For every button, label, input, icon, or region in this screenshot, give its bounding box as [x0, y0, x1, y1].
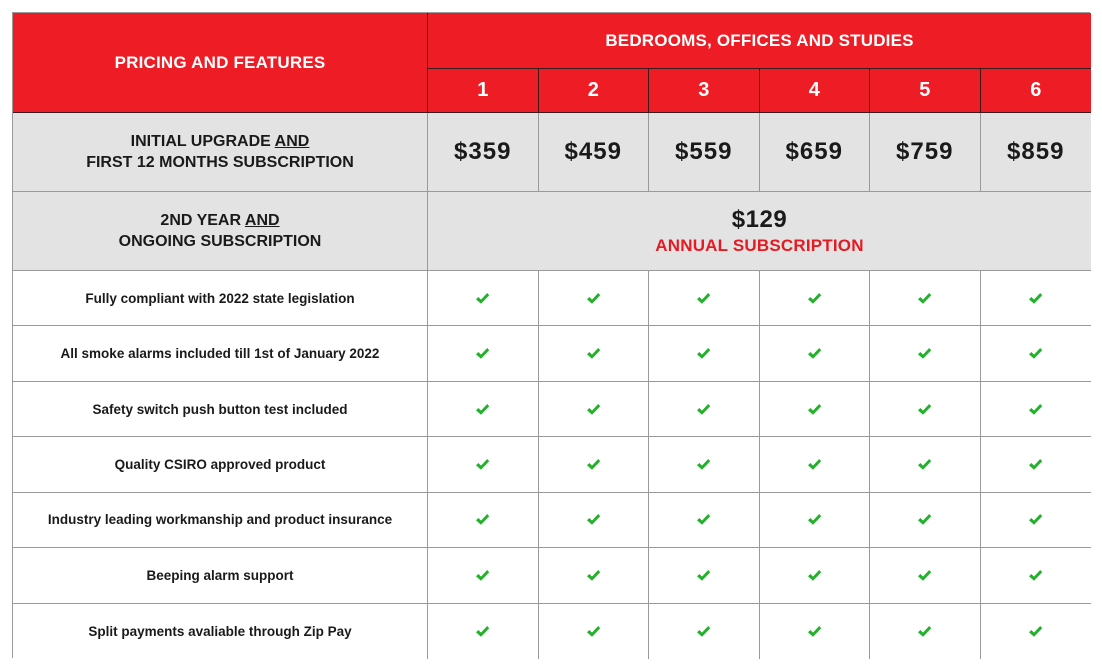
feature-check-cell — [539, 493, 650, 548]
feature-check-cell — [539, 326, 650, 381]
feature-check-cell — [870, 271, 981, 326]
ongoing-label-and: AND — [244, 212, 280, 229]
checkmark-icon — [475, 513, 490, 526]
checkmark-icon — [475, 292, 490, 305]
feature-check-cell — [649, 548, 760, 603]
checkmark-icon — [917, 292, 932, 305]
feature-check-cell — [870, 382, 981, 437]
checkmark-icon — [917, 403, 932, 416]
feature-check-cell — [428, 326, 539, 381]
feature-check-cell — [649, 437, 760, 492]
ongoing-label-line1 — [160, 210, 279, 231]
feature-check-cell — [981, 604, 1092, 659]
checkmark-icon — [807, 292, 822, 305]
checkmark-icon — [1028, 403, 1043, 416]
checkmark-icon — [917, 625, 932, 638]
feature-check-cell — [981, 271, 1092, 326]
column-header-4: 4 — [760, 69, 871, 113]
annual-subscription-price: $129 — [731, 206, 788, 233]
price-cell-4: $659 — [760, 113, 871, 192]
checkmark-icon — [1028, 292, 1043, 305]
checkmark-icon — [586, 458, 601, 471]
checkmark-icon — [807, 569, 822, 582]
feature-label: Quality CSIRO approved product — [13, 437, 428, 492]
bedrooms-group-header: BEDROOMS, OFFICES AND STUDIES — [428, 13, 1091, 69]
checkmark-icon — [917, 458, 932, 471]
checkmark-icon — [1028, 347, 1043, 360]
checkmark-icon — [696, 625, 711, 638]
checkmark-icon — [586, 403, 601, 416]
feature-label: Industry leading workmanship and product insurance — [13, 493, 428, 548]
price-cell-3: $559 — [649, 113, 760, 192]
checkmark-icon — [917, 513, 932, 526]
feature-check-cell — [981, 382, 1092, 437]
checkmark-icon — [696, 347, 711, 360]
initial-upgrade-label-line2: FIRST 12 MONTHS SUBSCRIPTION — [86, 154, 354, 171]
feature-check-cell — [539, 382, 650, 437]
feature-check-cell — [539, 437, 650, 492]
feature-check-cell — [760, 382, 871, 437]
checkmark-icon — [1028, 513, 1043, 526]
checkmark-icon — [475, 625, 490, 638]
checkmark-icon — [586, 569, 601, 582]
initial-upgrade-label-prefix: INITIAL UPGRADE — [130, 133, 275, 150]
ongoing-subscription-label — [13, 192, 428, 271]
checkmark-icon — [807, 347, 822, 360]
checkmark-icon — [475, 347, 490, 360]
feature-check-cell — [870, 548, 981, 603]
feature-label: Beeping alarm support — [13, 548, 428, 603]
checkmark-icon — [475, 403, 490, 416]
column-header-2: 2 — [539, 69, 650, 113]
feature-check-cell — [870, 493, 981, 548]
feature-check-cell — [649, 326, 760, 381]
feature-check-cell — [428, 382, 539, 437]
feature-check-cell — [981, 326, 1092, 381]
feature-label: Safety switch push button test included — [13, 382, 428, 437]
pricing-and-features-header: PRICING AND FEATURES — [13, 13, 428, 113]
ongoing-label-line2: ONGOING SUBSCRIPTION — [118, 233, 322, 250]
feature-check-cell — [981, 493, 1092, 548]
checkmark-icon — [586, 625, 601, 638]
checkmark-icon — [807, 625, 822, 638]
feature-check-cell — [539, 271, 650, 326]
annual-subscription-note: ANNUAL SUBSCRIPTION — [655, 236, 864, 255]
column-header-1: 1 — [428, 69, 539, 113]
feature-check-cell — [539, 604, 650, 659]
feature-check-cell — [428, 437, 539, 492]
feature-check-cell — [649, 271, 760, 326]
checkmark-icon — [1028, 625, 1043, 638]
ongoing-label-prefix: 2ND YEAR — [160, 212, 245, 229]
column-header-3: 3 — [649, 69, 760, 113]
checkmark-icon — [696, 292, 711, 305]
checkmark-icon — [917, 347, 932, 360]
feature-check-cell — [649, 604, 760, 659]
feature-label: All smoke alarms included till 1st of January 2022 — [13, 326, 428, 381]
pricing-table — [12, 12, 1090, 658]
price-cell-6: $859 — [981, 113, 1092, 192]
initial-upgrade-label — [13, 113, 428, 192]
checkmark-icon — [807, 458, 822, 471]
feature-check-cell — [428, 604, 539, 659]
checkmark-icon — [807, 513, 822, 526]
checkmark-icon — [586, 513, 601, 526]
checkmark-icon — [807, 403, 822, 416]
initial-upgrade-label-line1 — [131, 131, 310, 152]
checkmark-icon — [586, 347, 601, 360]
feature-check-cell — [981, 548, 1092, 603]
feature-check-cell — [760, 271, 871, 326]
checkmark-icon — [696, 569, 711, 582]
feature-check-cell — [649, 382, 760, 437]
initial-upgrade-label-and: AND — [274, 133, 310, 150]
feature-check-cell — [649, 493, 760, 548]
checkmark-icon — [475, 458, 490, 471]
checkmark-icon — [917, 569, 932, 582]
annual-subscription-cell — [428, 192, 1091, 271]
checkmark-icon — [586, 292, 601, 305]
checkmark-icon — [696, 513, 711, 526]
price-cell-2: $459 — [539, 113, 650, 192]
checkmark-icon — [1028, 458, 1043, 471]
column-header-6: 6 — [981, 69, 1092, 113]
feature-check-cell — [981, 437, 1092, 492]
feature-check-cell — [760, 326, 871, 381]
feature-check-cell — [870, 326, 981, 381]
feature-check-cell — [760, 604, 871, 659]
feature-check-cell — [428, 271, 539, 326]
feature-label: Fully compliant with 2022 state legislation — [13, 271, 428, 326]
feature-check-cell — [760, 437, 871, 492]
checkmark-icon — [1028, 569, 1043, 582]
feature-check-cell — [428, 548, 539, 603]
feature-check-cell — [539, 548, 650, 603]
price-cell-5: $759 — [870, 113, 981, 192]
column-header-5: 5 — [870, 69, 981, 113]
price-cell-1: $359 — [428, 113, 539, 192]
feature-check-cell — [760, 493, 871, 548]
checkmark-icon — [475, 569, 490, 582]
feature-check-cell — [870, 437, 981, 492]
feature-check-cell — [870, 604, 981, 659]
checkmark-icon — [696, 458, 711, 471]
feature-check-cell — [428, 493, 539, 548]
feature-label: Split payments avaliable through Zip Pay — [13, 604, 428, 659]
checkmark-icon — [696, 403, 711, 416]
feature-check-cell — [760, 548, 871, 603]
